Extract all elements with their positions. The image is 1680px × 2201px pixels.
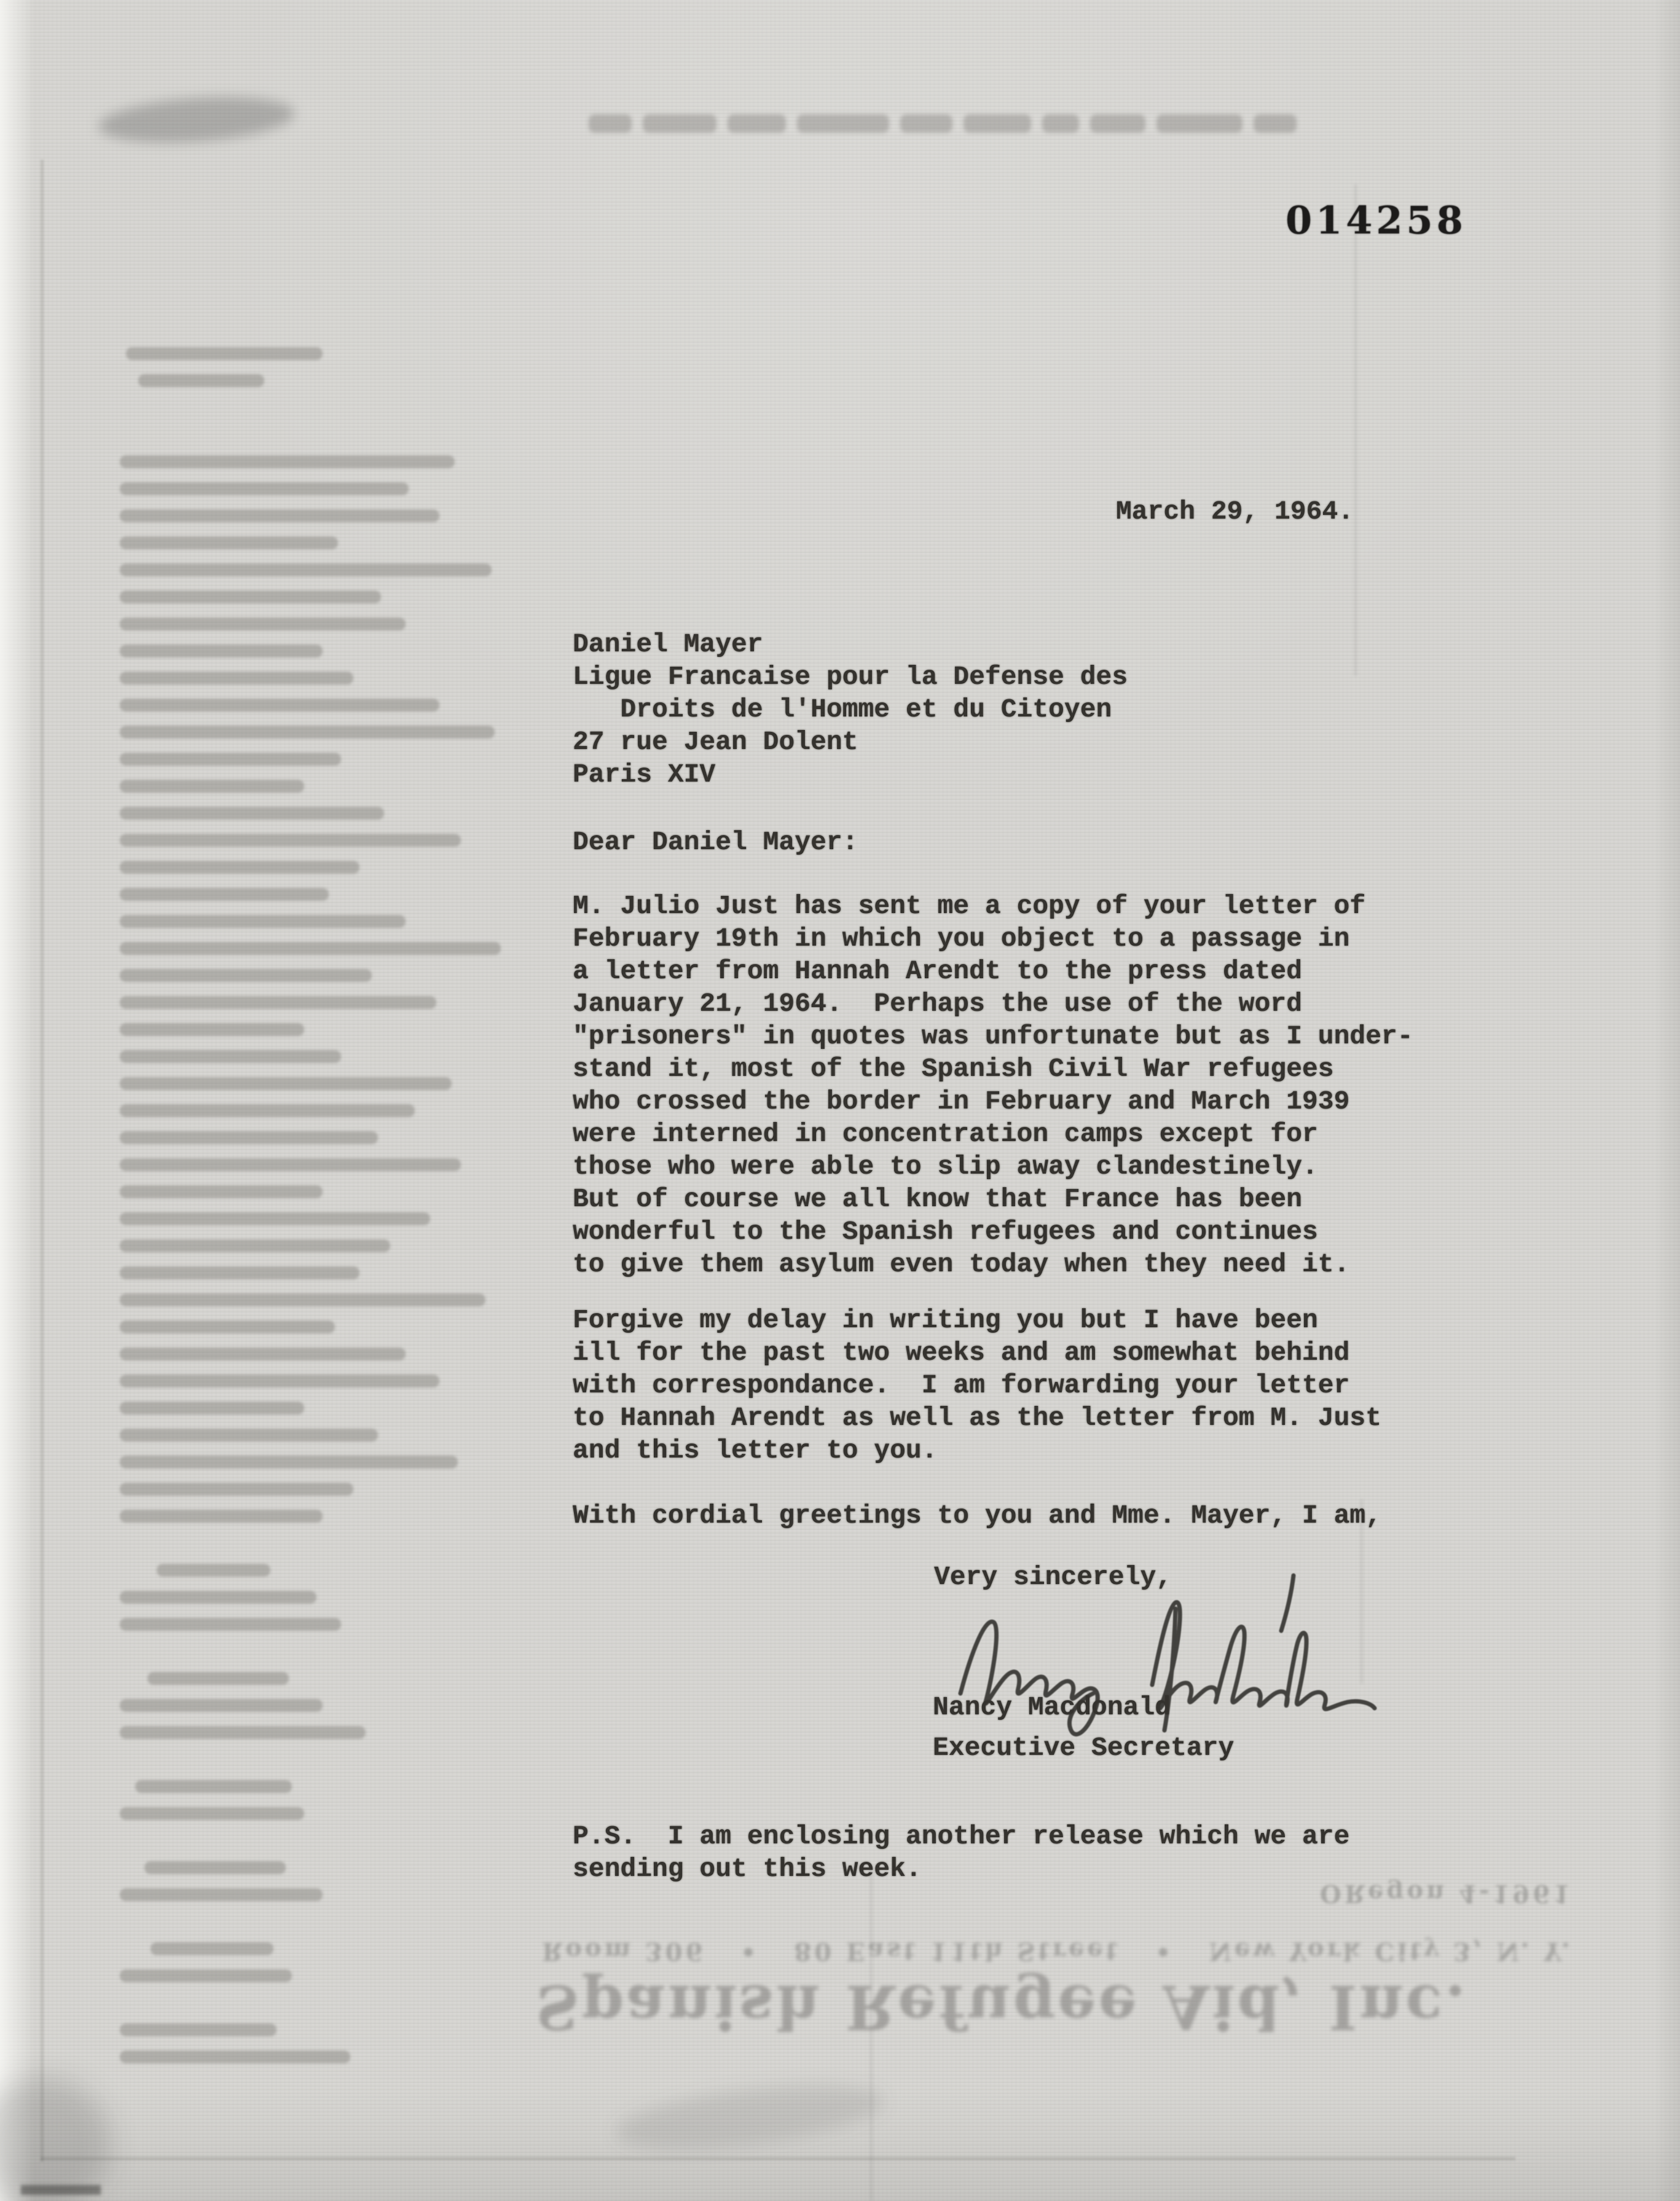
text-line: Forgive my delay in writing you but I have been: [573, 1305, 1318, 1335]
text-line: a letter from Hannah Arendt to the press dated: [573, 956, 1302, 986]
illegible-text-line: [120, 699, 439, 712]
column-gap: [120, 1834, 525, 1861]
illegible-word: [1156, 114, 1242, 133]
wrinkle-shadow: [612, 2073, 887, 2161]
text-line: Paris XIV: [573, 759, 716, 790]
illegible-word: [1254, 114, 1297, 133]
text-line: But of course we all know that France has been: [573, 1184, 1302, 1214]
illegible-text-line: [151, 1942, 273, 1955]
illegible-text-line: [120, 2023, 277, 2036]
illegible-text-line: [126, 347, 323, 360]
illegible-text-line: [120, 672, 353, 685]
illegible-text-line: [120, 888, 329, 901]
illegible-text-line: [120, 969, 372, 982]
stamp-number: 014258: [1286, 198, 1467, 243]
text-line: and this letter to you.: [573, 1435, 938, 1465]
text-line: sending out this week.: [573, 1854, 922, 1884]
illegible-text-line: [120, 1429, 378, 1442]
illegible-text-line: [120, 1023, 304, 1036]
paper-fold-line-bottom: [41, 2157, 1515, 2160]
ink-smudge: [97, 92, 296, 148]
illegible-text-line: [120, 1807, 304, 1820]
closing-line: With cordial greetings to you and Mme. Mayer, I am,: [573, 1501, 1382, 1531]
column-gap: [120, 1753, 525, 1780]
illegible-text-line: [120, 1293, 485, 1306]
illegible-text-line: [120, 1483, 353, 1496]
text-line: to Hannah Arendt as well as the letter from M. Just: [573, 1403, 1382, 1433]
illegible-word: [900, 114, 952, 133]
body-paragraph-1: [573, 890, 1413, 1281]
illegible-text-line: [120, 645, 323, 657]
illegible-text-line: [120, 536, 338, 549]
text-line: February 19th in which you object to a passage in: [573, 924, 1350, 954]
illegible-text-line: [120, 1402, 304, 1414]
illegible-text-line: [120, 726, 495, 739]
illegible-text-line: [120, 1456, 458, 1469]
illegible-text-line: [120, 1888, 323, 1901]
text-line: to give them asylum even today when they need it.: [573, 1249, 1350, 1279]
illegible-word: [589, 114, 632, 133]
illegible-text-line: [120, 1185, 323, 1198]
column-gap: [120, 1537, 525, 1564]
illegible-text-line: [120, 1969, 292, 1982]
illegible-text-line: [120, 915, 406, 928]
text-line: ill for the past two weeks and am somewhat behind: [573, 1338, 1350, 1368]
illegible-text-line: [120, 1510, 323, 1523]
illegible-text-line: [157, 1564, 270, 1577]
illegible-text-line: [120, 563, 492, 576]
illegible-text-line: [120, 590, 381, 603]
column-gap: [120, 401, 525, 455]
illegible-text-line: [120, 1618, 341, 1631]
illegible-text-line: [144, 1861, 286, 1874]
illegible-word: [964, 114, 1031, 133]
illegible-text-line: [120, 1131, 378, 1144]
illegible-text-line: [120, 1591, 316, 1604]
text-line: Ligue Francaise pour la Defense des: [573, 662, 1128, 692]
text-line: stand it, most of the Spanish Civil War refugees: [573, 1054, 1334, 1084]
bleedthrough-top-line: [589, 114, 1297, 133]
illegible-text-line: [120, 618, 406, 630]
illegible-text-line: [120, 1375, 439, 1387]
illegible-text-line: [120, 834, 461, 847]
text-line: who crossed the border in February and March 1939: [573, 1086, 1350, 1116]
postscript: [573, 1820, 1349, 1885]
illegible-text-line: [120, 509, 439, 522]
illegible-text-line: [120, 455, 455, 468]
body-paragraph-2: [573, 1304, 1381, 1467]
illegible-text-line: [120, 1726, 366, 1739]
illegible-text-line: [120, 1104, 415, 1117]
illegible-text-line: [120, 1266, 359, 1279]
recipient-address: [573, 628, 1128, 791]
illegible-text-line: [120, 1158, 461, 1171]
illegible-text-line: [120, 996, 436, 1009]
signature-stroke: [1152, 1603, 1375, 1709]
column-gap: [120, 1996, 525, 2023]
text-line: P.S. I am enclosing another release which we are: [573, 1821, 1350, 1851]
illegible-text-line: [120, 780, 304, 793]
illegible-text-line: [120, 1348, 406, 1360]
paper-fold-line-left: [41, 160, 44, 2162]
illegible-word: [1090, 114, 1145, 133]
text-line: Daniel Mayer: [573, 629, 763, 659]
text-line: wonderful to the Spanish refugees and continues: [573, 1217, 1318, 1247]
valediction: Very sincerely,: [934, 1562, 1172, 1592]
date-line: March 29, 1964.: [1116, 496, 1354, 527]
illegible-text-line: [120, 1239, 390, 1252]
text-line: "prisoners" in quotes was unfortunate but as I under-: [573, 1021, 1413, 1051]
text-line: were interned in concentration camps except for: [573, 1119, 1318, 1149]
illegible-text-line: [120, 753, 341, 766]
typed-title: Executive Secretary: [933, 1733, 1234, 1763]
illegible-text-line: [120, 1050, 341, 1063]
text-line: those who were able to slip away clandestinely.: [573, 1152, 1318, 1182]
bleedthrough-address-line: Room 306 • 80 East 11th Street • New York City 3, N. Y.: [542, 1937, 1573, 1966]
illegible-text-line: [120, 807, 384, 820]
text-line: January 21, 1964. Perhaps the use of the word: [573, 989, 1302, 1019]
illegible-word: [1042, 114, 1079, 133]
illegible-word: [643, 114, 716, 133]
illegible-text-line: [120, 1077, 452, 1090]
illegible-word: [728, 114, 786, 133]
illegible-text-line: [138, 374, 264, 387]
illegible-text-line: [120, 2050, 350, 2063]
illegible-text-line: [120, 861, 359, 874]
illegible-text-line: [120, 1212, 430, 1225]
illegible-text-line: [147, 1672, 289, 1685]
illegible-text-line: [120, 1699, 323, 1712]
corner-shadow: [0, 2077, 111, 2201]
column-gap: [120, 1645, 525, 1672]
illegible-text-line: [135, 1780, 292, 1793]
illegible-word: [797, 114, 889, 133]
bleedthrough-org-name: Spanish Refugee Aid, Inc.: [536, 1971, 1469, 2042]
illegible-text-line: [120, 1320, 335, 1333]
signature-stroke: [1281, 1575, 1293, 1631]
illegible-text-line: [120, 942, 501, 955]
illegible-text-line: [120, 482, 409, 495]
salutation: Dear Daniel Mayer:: [573, 827, 858, 857]
paper-crease: [1354, 184, 1357, 676]
text-line: with correspondance. I am forwarding your letter: [573, 1370, 1350, 1400]
bleedthrough-phone-line: ORegon 4-1961: [1320, 1879, 1573, 1908]
text-line: M. Julio Just has sent me a copy of your letter of: [573, 891, 1366, 921]
bleedthrough-sponsor-column: [120, 347, 525, 2077]
typed-name: Nancy Macdonald: [933, 1692, 1171, 1722]
column-gap: [120, 1915, 525, 1942]
text-line: 27 rue Jean Dolent: [573, 727, 858, 757]
text-line: Droits de l'Homme et du Citoyen: [573, 694, 1112, 724]
